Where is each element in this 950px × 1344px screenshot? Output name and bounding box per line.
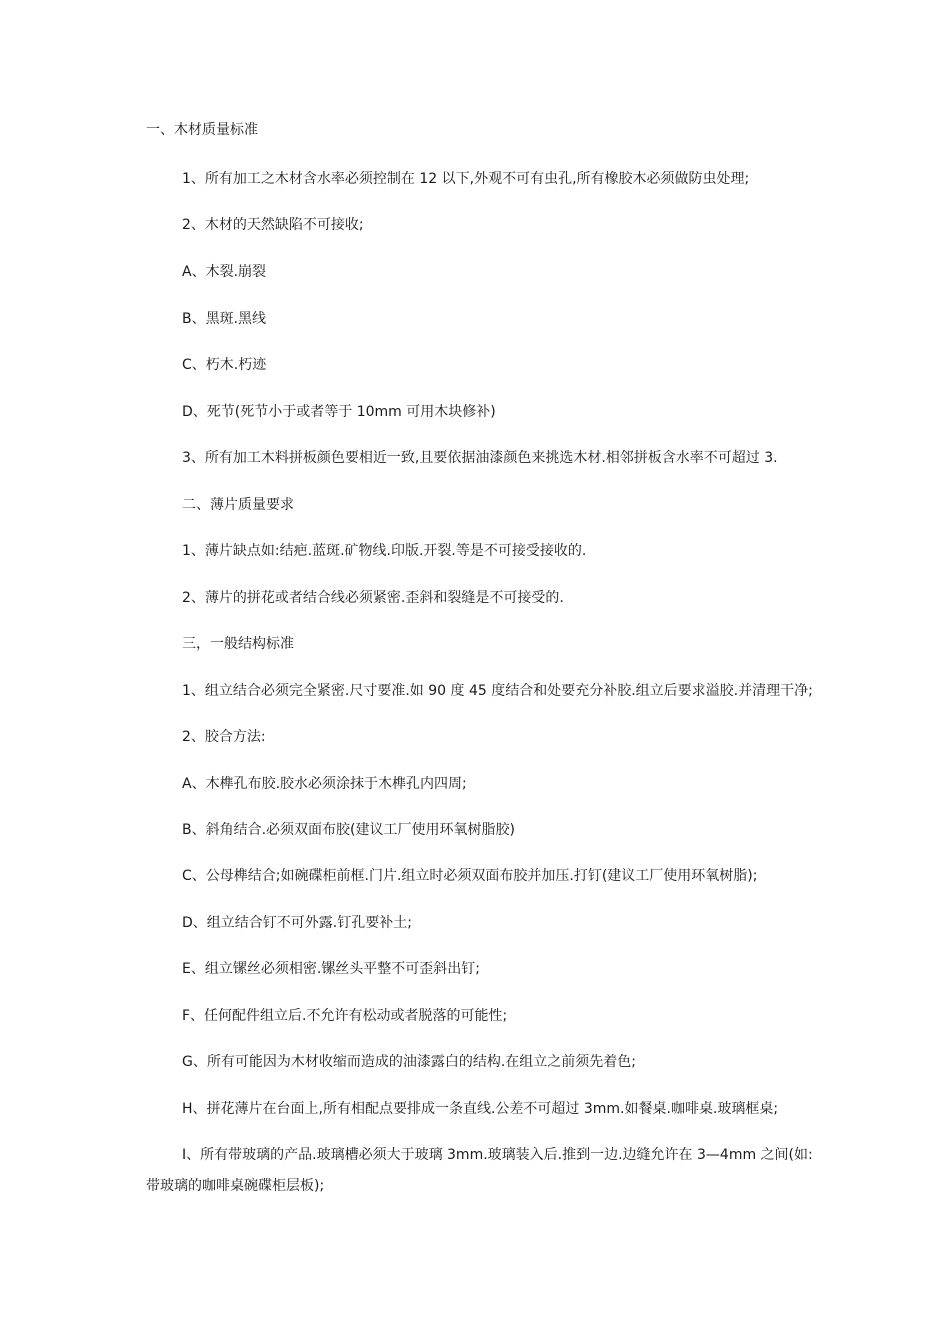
text-line: 1、组立结合必须完全紧密.尺寸要准.如 90 度 45 度结合和处要充分补胶.组立后要求溢胶.并清理干净; (182, 683, 813, 699)
text-line: C、公母榫结合;如碗碟柜前框.门片.组立时必须双面布胶并加压.打钉(建议工厂使用环氧树脂); (182, 868, 758, 884)
text-line: A、木榫孔布胶.胶水必须涂抹于木榫孔内四周; (182, 776, 467, 792)
text-line: C、朽木.朽迹 (182, 357, 267, 373)
text-line: G、所有可能因为木材收缩而造成的油漆露白的结构.在组立之前须先着色; (182, 1054, 637, 1070)
text-line: 1、薄片缺点如:结疤.蓝斑.矿物线.印版.开裂.等是不可接受接收的. (182, 543, 587, 559)
text-line: F、任何配件组立后.不允许有松动或者脱落的可能性; (182, 1008, 508, 1024)
text-line: E、组立镙丝必须相密.镙丝头平整不可歪斜出钉; (182, 961, 481, 977)
text-line: I、所有带玻璃的产品.玻璃槽必须大于玻璃 3mm.玻璃装入后.推到一边.边缝允许在 3—4mm 之间(如: (182, 1147, 813, 1163)
text-line: D、死节(死节小于或者等于 10mm 可用木块修补) (182, 404, 496, 420)
text-line: 带玻璃的咖啡桌碗碟柜层板); (146, 1178, 325, 1194)
text-line: B、斜角结合.必须双面布胶(建议工厂使用环氧树脂胶) (182, 822, 515, 838)
text-line: 2、木材的天然缺陷不可接收; (182, 217, 364, 233)
text-line: B、黑斑.黑线 (182, 311, 267, 327)
section-heading-veneer-quality: 二、薄片质量要求 (182, 497, 294, 513)
text-line: D、组立结合钉不可外露.钉孔要补土; (182, 915, 412, 931)
text-line: 1、所有加工之木材含水率必须控制在 12 以下,外观不可有虫孔,所有橡胶木必须做防虫处理; (182, 171, 750, 187)
section-heading-wood-quality: 一、木材质量标准 (146, 122, 258, 138)
text-line: 2、胶合方法: (182, 729, 266, 745)
text-line: 2、薄片的拼花或者结合线必须紧密.歪斜和裂缝是不可接受的. (182, 590, 564, 606)
text-line: H、拼花薄片在台面上,所有相配点要排成一条直线.公差不可超过 3mm.如餐桌.咖啡桌.玻璃框桌; (182, 1101, 779, 1117)
text-line: 3、所有加工木料拼板颜色要相近一致,且要依据油漆颜色来挑选木材.相邻拼板含水率不可超过 3. (182, 450, 778, 466)
text-line: A、木裂.崩裂 (182, 264, 267, 280)
section-heading-structure: 三，一般结构标准 (182, 636, 294, 652)
